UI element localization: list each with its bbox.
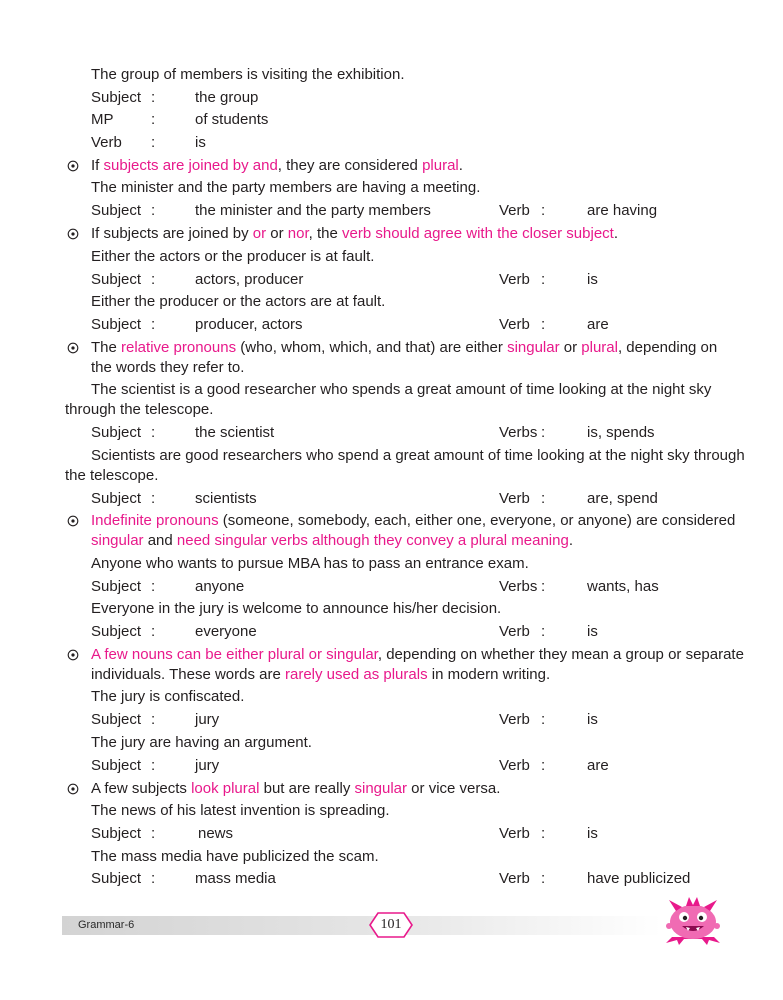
verb-value: wants, has <box>587 578 659 595</box>
colon: : <box>541 870 546 887</box>
verb-value: is <box>587 711 598 728</box>
label-subject: Subject <box>91 202 142 219</box>
label-verb: Verb <box>499 623 530 640</box>
rule-text <box>91 224 618 244</box>
label-subject: Subject <box>91 578 142 595</box>
subject-value: the scientist <box>195 424 275 441</box>
colon: : <box>151 578 156 595</box>
page-number-badge <box>368 911 414 939</box>
colon: : <box>541 271 546 288</box>
subject-value: producer, actors <box>195 316 303 333</box>
label-verb: Verb <box>499 271 530 288</box>
rule-text <box>91 511 735 531</box>
rule-segment: The <box>91 339 122 356</box>
subject-value: jury <box>195 757 220 774</box>
colon: : <box>151 202 156 219</box>
rule-segment: . <box>613 225 619 242</box>
rule-segment: (who, whom, which, and that) are either <box>236 339 508 356</box>
rule-text <box>91 779 500 799</box>
rule-text-continued: the words they refer to. <box>91 359 245 376</box>
subject-value: news <box>198 825 234 842</box>
example-sentence-continued: through the telescope. <box>65 401 214 418</box>
label-verb: Verb <box>499 757 530 774</box>
colon: : <box>541 490 546 507</box>
subject-value: the minister and the party members <box>195 202 431 219</box>
label-verb: Verb <box>499 711 530 728</box>
verb-value: is <box>587 825 598 842</box>
rule-highlight: plural <box>422 157 459 174</box>
colon: : <box>151 825 156 842</box>
example-sentence: Either the producer or the actors are at fault. <box>91 293 386 310</box>
verb-value: is <box>195 134 206 151</box>
example-sentence: Anyone who wants to pursue MBA has to pass an entrance exam. <box>91 555 529 572</box>
label-verb: Verb <box>499 825 530 842</box>
colon: : <box>541 757 546 774</box>
subject-value: the group <box>195 89 259 106</box>
label-verb: Verbs <box>499 424 538 441</box>
rule-highlight: singular <box>354 780 408 797</box>
rule-highlight: subjects are joined by and <box>103 157 278 174</box>
colon: : <box>541 623 546 640</box>
example-sentence: The mass media have publicized the scam. <box>91 848 379 865</box>
rule-highlight: look plural <box>191 780 260 797</box>
colon: : <box>151 134 156 151</box>
circled-dot-icon <box>67 160 79 172</box>
label-mp: MP <box>91 111 114 128</box>
rule-segment: or <box>559 339 582 356</box>
colon: : <box>151 870 156 887</box>
label-subject: Subject <box>91 870 142 887</box>
rule-segment: and <box>143 532 177 549</box>
pink-monster-mascot-icon <box>662 893 724 945</box>
rule-highlight: A few nouns can be either plural or singular <box>91 646 378 663</box>
verb-value: is <box>587 271 598 288</box>
rule-segment: , the <box>308 225 343 242</box>
verb-value: have publicized <box>587 870 691 887</box>
rule-segment: , they are considered <box>277 157 423 174</box>
subject-value: everyone <box>195 623 257 640</box>
label-subject: Subject <box>91 711 142 728</box>
subject-value: scientists <box>195 490 257 507</box>
example-sentence: Everyone in the jury is welcome to announce his/her decision. <box>91 600 502 617</box>
example-sentence: Either the actors or the producer is at fault. <box>91 248 375 265</box>
colon: : <box>151 757 156 774</box>
verb-value: are having <box>587 202 658 219</box>
example-sentence: The group of members is visiting the exhibition. <box>91 66 405 83</box>
rule-segment: , depending on <box>617 339 718 356</box>
rule-segment: . <box>568 532 573 549</box>
rule-text-continued <box>91 531 573 551</box>
label-verb: Verbs <box>499 578 538 595</box>
label-verb: Verb <box>499 490 530 507</box>
page-number: 101 <box>380 917 402 932</box>
colon: : <box>151 111 156 128</box>
rule-text <box>91 156 463 176</box>
colon: : <box>541 316 546 333</box>
example-sentence-continued: the telescope. <box>65 467 159 484</box>
rule-segment: or <box>266 225 288 242</box>
example-sentence: Scientists are good researchers who spend a great amount of time looking at the night sky through <box>91 447 745 464</box>
verb-value: is, spends <box>587 424 655 441</box>
rule-highlight: plural <box>581 339 618 356</box>
verb-value: are <box>587 316 609 333</box>
colon: : <box>151 490 156 507</box>
label-subject: Subject <box>91 623 142 640</box>
rule-segment: (someone, somebody, each, either one, everyone, or anyone) are considered <box>218 512 736 529</box>
rule-segment: If subjects are joined by <box>91 225 253 242</box>
colon: : <box>151 711 156 728</box>
circled-dot-icon <box>67 228 79 240</box>
circled-dot-icon <box>67 783 79 795</box>
rule-text-continued <box>91 665 550 685</box>
rule-text <box>91 645 744 665</box>
colon: : <box>151 316 156 333</box>
rule-segment: , depending on whether they mean a group or separate <box>377 646 744 663</box>
label-verb: Verb <box>499 316 530 333</box>
verb-value: are <box>587 757 609 774</box>
colon: : <box>151 424 156 441</box>
subject-value: anyone <box>195 578 245 595</box>
rule-highlight: relative pronouns <box>121 339 237 356</box>
circled-dot-icon <box>67 342 79 354</box>
verb-value: are, spend <box>587 490 658 507</box>
colon: : <box>151 89 156 106</box>
rule-highlight: or <box>252 225 267 242</box>
rule-segment: but are really <box>259 780 355 797</box>
rule-segment: . <box>458 157 463 174</box>
colon: : <box>541 825 546 842</box>
footer-bar <box>62 916 662 935</box>
label-verb: Verb <box>499 202 530 219</box>
rule-highlight: singular <box>91 532 144 549</box>
circled-dot-icon <box>67 649 79 661</box>
rule-highlight: need singular verbs although they convey a plural meaning <box>176 532 569 549</box>
example-sentence: The minister and the party members are having a meeting. <box>91 179 481 196</box>
example-sentence: The news of his latest invention is spreading. <box>91 802 390 819</box>
rule-segment: in modern writing. <box>427 666 551 683</box>
label-subject: Subject <box>91 424 142 441</box>
verb-value: is <box>587 623 598 640</box>
rule-segment: individuals. These words are <box>91 666 285 683</box>
label-subject: Subject <box>91 825 142 842</box>
label-subject: Subject <box>91 757 142 774</box>
rule-highlight: verb should agree with the closer subject <box>342 225 614 242</box>
example-sentence: The jury is confiscated. <box>91 688 245 705</box>
example-sentence: The jury are having an argument. <box>91 734 312 751</box>
example-sentence: The scientist is a good researcher who spends a great amount of time looking at the night sky <box>91 381 712 398</box>
rule-highlight: Indefinite pronouns <box>91 512 219 529</box>
subject-value: actors, producer <box>195 271 304 288</box>
label-verb: Verb <box>499 870 530 887</box>
label-subject: Subject <box>91 271 142 288</box>
circled-dot-icon <box>67 515 79 527</box>
colon: : <box>541 202 546 219</box>
rule-highlight: singular <box>507 339 560 356</box>
rule-segment: A few subjects <box>91 780 192 797</box>
rule-highlight: rarely used as plurals <box>285 666 428 683</box>
colon: : <box>541 578 546 595</box>
label-subject: Subject <box>91 490 142 507</box>
colon: : <box>151 623 156 640</box>
rule-text <box>91 338 717 358</box>
label-verb: Verb <box>91 134 122 151</box>
rule-highlight: nor <box>287 225 309 242</box>
subject-value: mass media <box>195 870 276 887</box>
label-subject: Subject <box>91 89 142 106</box>
label-subject: Subject <box>91 316 142 333</box>
colon: : <box>541 424 546 441</box>
mp-value: of students <box>195 111 269 128</box>
subject-value: jury <box>195 711 220 728</box>
colon: : <box>541 711 546 728</box>
rule-segment: or vice versa. <box>407 780 501 797</box>
book-title: Grammar-6 <box>78 919 135 931</box>
colon: : <box>151 271 156 288</box>
rule-segment: If <box>91 157 104 174</box>
